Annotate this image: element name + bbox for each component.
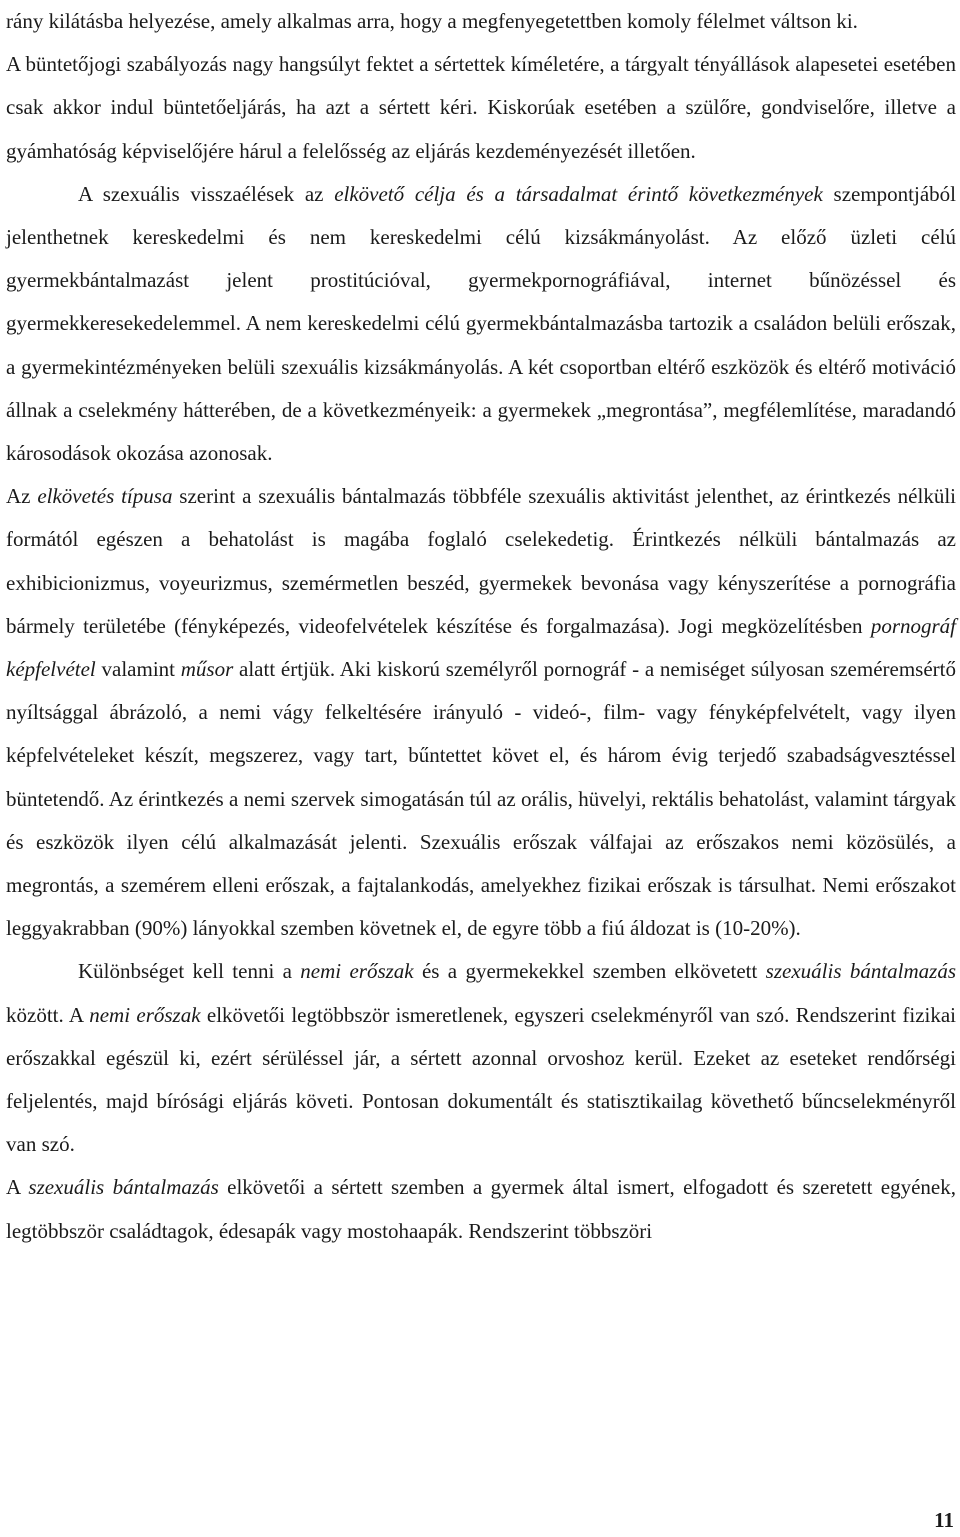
text-run: A szexuális visszaélések az bbox=[78, 181, 335, 206]
paragraph-threat-definition bbox=[6, 0, 956, 43]
page-number: 11 bbox=[934, 1508, 954, 1532]
italic-term: szexuális bántalmazás bbox=[28, 1175, 219, 1200]
text-run: között. A bbox=[6, 1002, 90, 1027]
text-run: szempontjából jelenthetnek kereskedelmi és nem kereskedelmi célú kizsákmányolást. Az előző üzleti célú gyermekbántalmazást jelent prostitúcióval, gyermekpornográfiával, internet bűnözéssel és gyermekkeresekedelemmel. A nem kereskedelmi célú gyermekbántalmazásba tartozik a családon belüli erőszak, a gyermekintézményeken belüli szexuális kizsákmányolás. A két csoportban eltérő eszközök és eltérő motiváció állnak a cselekmény hátterében, de a következményeik: a gyermekek „megrontása”, megfélemlítése, maradandó károsodások okozása azonosak. bbox=[6, 181, 956, 466]
italic-term: műsor bbox=[180, 657, 234, 682]
italic-term: szexuális bántalmazás bbox=[765, 959, 957, 984]
paragraph-abuse-perpetrators bbox=[6, 1166, 956, 1252]
italic-term: elkövető célja és a társadalmat érintő következmények bbox=[334, 181, 823, 206]
text-run: elkövetői a sértett szemben a gyermek által ismert, elfogadott és szeretett egyének, legtöbbször családtagok, édesapák vagy mostohaapák. Rendszerint többszöri bbox=[6, 1175, 956, 1243]
text-run: A büntetőjogi szabályozás nagy hangsúlyt fektet a sértettek kíméletére, a tárgyalt tényállások alapesetei esetében csak akkor indul büntetőeljárás, ha azt a sértett kéri. Kiskorúak esetében a szülőre, gondviselőre, illetve a gyámhatóság képviselőjére hárul a felelősség az eljárás kezdeményezését illetően. bbox=[6, 52, 956, 163]
paragraph-rape-vs-abuse bbox=[6, 950, 956, 1166]
text-run: alatt értjük. Aki kiskorú személyről pornográf - a nemiséget súlyosan szeméremsértő nyíltsággal ábrázoló, a nemi vágy felkeltésére irányuló - videó-, film- vagy fényképfelvételt, vagy ilyen képfelvételeket készít, megszerez, vagy tart, bűntettet követ el, és három évig terjedő szabadságvesztéssel büntetendő. Az érintkezés a nemi szervek simogatásán túl az orális, hüvelyi, rektális behatolást, valamint tárgyak és eszközök ilyen célú alkalmazását jelenti. Szexuális erőszak válfajai az erőszakos nemi közösülés, a megrontás, a szemérem elleni erőszak, a fajtalankodás, amelyekhez fizikai erőszak is társulhat. Nemi erőszakot leggyakrabban (90%) lányokkal szemben követnek el, de egyre több a fiú áldozat is (10-20%). bbox=[6, 657, 957, 941]
text-run: elkövetői legtöbbször ismeretlenek, egyszeri cselekményről van szó. Rendszerint fizikai erőszakkal egészül ki, ezért sérüléssel jár, a sértett azonnal orvoshoz kerül. Ezeket az eseteket rendőrségi feljelentés, majd bírósági eljárás követi. Pontosan dokumentált és statisztikailag követhető bűncselekményről van szó. bbox=[6, 1002, 957, 1157]
italic-term: nemi erőszak bbox=[300, 959, 414, 984]
text-run: és a gyermekekkel szemben elkövetett bbox=[413, 959, 766, 984]
paragraph-offence-types bbox=[6, 475, 956, 950]
italic-term: nemi erőszak bbox=[89, 1002, 201, 1027]
italic-term: elkövetés típusa bbox=[37, 484, 173, 509]
text-run: valamint bbox=[95, 657, 181, 682]
paragraph-criminal-procedure bbox=[6, 43, 956, 173]
italic-term: pornográf képfelvétel bbox=[6, 613, 956, 682]
text-run: rány kilátásba helyezése, amely alkalmas arra, hogy a megfenyegetettben komoly félelmet váltson ki. bbox=[6, 9, 858, 33]
text-run: Az bbox=[6, 484, 38, 509]
document-page bbox=[6, 0, 956, 1253]
text-run: szerint a szexuális bántalmazás többféle szexuális aktivitást jelenthet, az érintkezés nélküli formától egészen a behatolást is magába foglaló cselekedetig. Érintkezés nélküli bántalmazás az exhibicionizmus, voyeurizmus, szemérmetlen beszéd, gyermekek bevonása vagy kényszerítése a pornográfia bármely területébe (fényképezés, videofelvételek készítése és forgalmazása). Jogi megközelítésben bbox=[6, 484, 957, 638]
text-run: A bbox=[6, 1175, 29, 1200]
paragraph-exploitation-types bbox=[6, 173, 956, 475]
text-run: Különbséget kell tenni a bbox=[78, 959, 301, 984]
